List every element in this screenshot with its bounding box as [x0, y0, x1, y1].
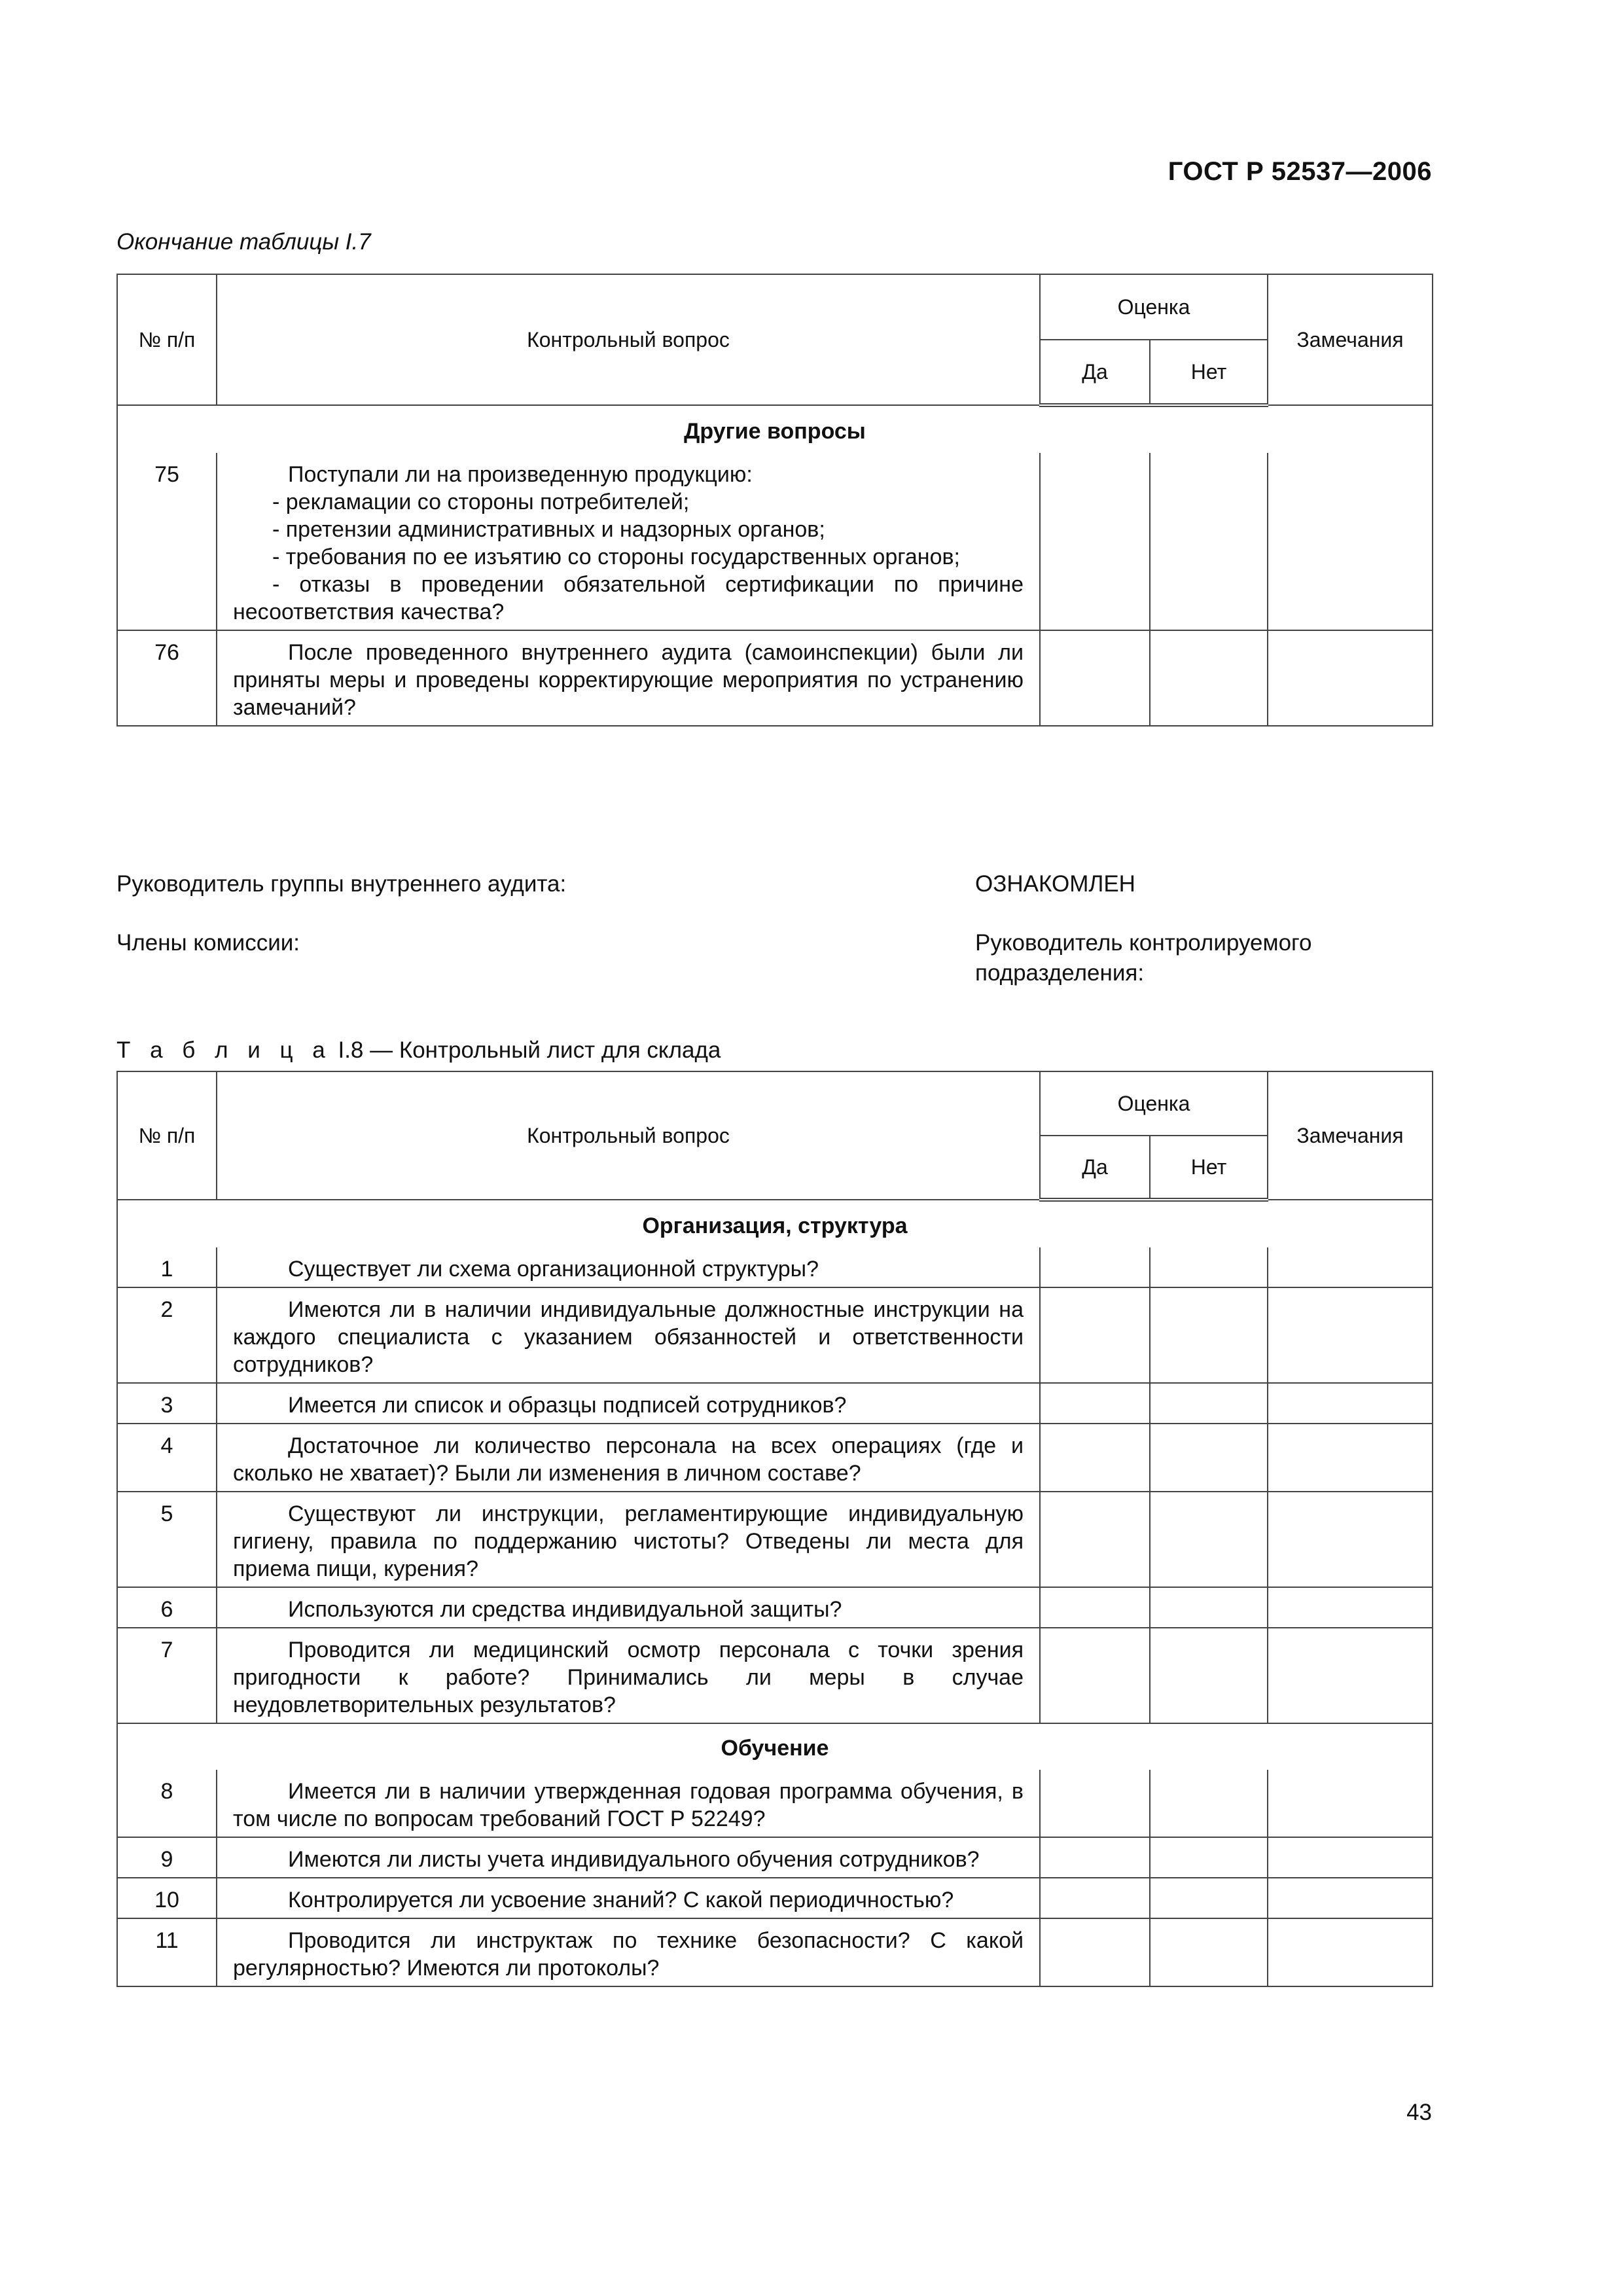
question-line: Существует ли схема организационной структуры? [288, 1257, 819, 1282]
remarks-cell[interactable] [1268, 1424, 1433, 1492]
col-header-no: Нет [1150, 340, 1268, 405]
no-cell[interactable] [1150, 1837, 1268, 1878]
question-text [217, 1587, 1040, 1628]
section-title: Обучение [117, 1723, 1433, 1770]
row-number: 5 [117, 1492, 217, 1587]
question-line: Достаточное ли количество персонала на всех операциях (где и сколько не хватает)? Были ли изменения в личном составе? [233, 1433, 1024, 1486]
no-cell[interactable] [1150, 1918, 1268, 1986]
question-line: Проводится ли медицинский осмотр персонала с точки зрения пригодности к работе? Принимались ли меры в случае неудовлетворительных результатов? [233, 1638, 1024, 1717]
question-line: После проведенного внутреннего аудита (самоинспекции) были ли приняты меры и проведены корректирующие мероприятия по устранению замечаний? [233, 640, 1024, 720]
yes-cell[interactable] [1040, 1287, 1150, 1383]
question-line: Существуют ли инструкции, регламентирующие индивидуальную гигиену, правила по поддержанию чистоты? Отведены ли места для приема пищи, курения? [233, 1501, 1024, 1581]
table-row [117, 1770, 1433, 1837]
col-header-yes: Да [1040, 1136, 1150, 1200]
row-number: 4 [117, 1424, 217, 1492]
table-row [117, 1424, 1433, 1492]
col-header-rating: Оценка [1040, 274, 1268, 340]
table-body [117, 1200, 1433, 1986]
section-row [117, 405, 1433, 453]
question-line: Имеются ли в наличии индивидуальные должностные инструкции на каждого специалиста с указанием обязанностей и ответственности сотрудников? [233, 1297, 1024, 1377]
remarks-cell[interactable] [1268, 1837, 1433, 1878]
question-line: Используются ли средства индивидуальной защиты? [288, 1597, 842, 1622]
yes-cell[interactable] [1040, 1628, 1150, 1723]
audit-lead-label: Руководитель группы внутреннего аудита: [116, 871, 567, 897]
question-text [217, 453, 1040, 630]
checklist-table-i8 [116, 1071, 1433, 1987]
remarks-cell[interactable] [1268, 1628, 1433, 1723]
question-text [217, 1383, 1040, 1424]
no-cell[interactable] [1150, 1770, 1268, 1837]
question-text [217, 1628, 1040, 1723]
row-number: 10 [117, 1878, 217, 1918]
acknowledged-label: ОЗНАКОМЛЕН [975, 871, 1135, 897]
no-cell[interactable] [1150, 1878, 1268, 1918]
yes-cell[interactable] [1040, 1837, 1150, 1878]
section-row [117, 1200, 1433, 1247]
question-text [217, 1247, 1040, 1287]
table-body [117, 405, 1433, 726]
table-caption-continued: Окончание таблицы I.7 [116, 229, 371, 255]
question-line: - требования по ее изъятию со стороны государственных органов; [272, 545, 960, 569]
table-row [117, 453, 1433, 630]
yes-cell[interactable] [1040, 1770, 1150, 1837]
yes-cell[interactable] [1040, 630, 1150, 726]
remarks-cell[interactable] [1268, 1383, 1433, 1424]
yes-cell[interactable] [1040, 1918, 1150, 1986]
remarks-cell[interactable] [1268, 1247, 1433, 1287]
no-cell[interactable] [1150, 1383, 1268, 1424]
question-line: - претензии административных и надзорных органов; [272, 517, 825, 542]
row-number: 76 [117, 630, 217, 726]
yes-cell[interactable] [1040, 1587, 1150, 1628]
commission-members-label: Члены комиссии: [116, 930, 300, 956]
no-cell[interactable] [1150, 1247, 1268, 1287]
table-row [117, 1492, 1433, 1587]
yes-cell[interactable] [1040, 453, 1150, 630]
question-line: Контролируется ли усвоение знаний? С какой периодичностью? [288, 1888, 954, 1912]
question-line: - отказы в проведении обязательной сертификации по причине несоответствия качества? [233, 572, 1024, 624]
no-cell[interactable] [1150, 1287, 1268, 1383]
section-row [117, 1723, 1433, 1770]
checklist-table-i7 [116, 274, 1433, 726]
no-cell[interactable] [1150, 630, 1268, 726]
standard-designation: ГОСТ Р 52537—2006 [1168, 157, 1432, 186]
remarks-cell[interactable] [1268, 1287, 1433, 1383]
yes-cell[interactable] [1040, 1424, 1150, 1492]
no-cell[interactable] [1150, 453, 1268, 630]
col-header-question: Контрольный вопрос [217, 1071, 1040, 1200]
yes-cell[interactable] [1040, 1492, 1150, 1587]
row-number: 9 [117, 1837, 217, 1878]
yes-cell[interactable] [1040, 1383, 1150, 1424]
table-caption-prefix: Т а б л и ц а [116, 1037, 332, 1063]
col-header-remarks: Замечания [1268, 274, 1433, 405]
col-header-remarks: Замечания [1268, 1071, 1433, 1200]
remarks-cell[interactable] [1268, 453, 1433, 630]
question-text [217, 1918, 1040, 1986]
question-line: Имеется ли в наличии утвержденная годовая программа обучения, в том числе по вопросам требований ГОСТ Р 52249? [233, 1779, 1024, 1831]
row-number: 2 [117, 1287, 217, 1383]
table-row [117, 1878, 1433, 1918]
table-row [117, 1287, 1433, 1383]
col-header-number: № п/п [117, 274, 217, 405]
question-line: Проводится ли инструктаж по технике безопасности? С какой регулярностью? Имеются ли протоколы? [233, 1928, 1024, 1981]
no-cell[interactable] [1150, 1628, 1268, 1723]
col-header-no: Нет [1150, 1136, 1268, 1200]
row-number: 11 [117, 1918, 217, 1986]
row-number: 7 [117, 1628, 217, 1723]
table-row [117, 1587, 1433, 1628]
no-cell[interactable] [1150, 1587, 1268, 1628]
question-line: Имеются ли листы учета индивидуального обучения сотрудников? [288, 1847, 980, 1872]
table-row [117, 1628, 1433, 1723]
question-line: Имеется ли список и образцы подписей сотрудников? [288, 1393, 847, 1418]
table-caption [116, 1037, 721, 1064]
col-header-yes: Да [1040, 340, 1150, 405]
remarks-cell[interactable] [1268, 1918, 1433, 1986]
question-text [217, 1424, 1040, 1492]
table-row [117, 630, 1433, 726]
remarks-cell[interactable] [1268, 1587, 1433, 1628]
question-text [217, 1492, 1040, 1587]
yes-cell[interactable] [1040, 1247, 1150, 1287]
col-header-rating: Оценка [1040, 1071, 1268, 1136]
table-row [117, 1918, 1433, 1986]
col-header-number: № п/п [117, 1071, 217, 1200]
no-cell[interactable] [1150, 1492, 1268, 1587]
section-title: Организация, структура [117, 1200, 1433, 1247]
remarks-cell[interactable] [1268, 1770, 1433, 1837]
row-number: 75 [117, 453, 217, 630]
question-line: - рекламации со стороны потребителей; [272, 490, 690, 514]
row-number: 6 [117, 1587, 217, 1628]
remarks-cell[interactable] [1268, 1878, 1433, 1918]
remarks-cell[interactable] [1268, 630, 1433, 726]
table-caption-text: I.8 — Контрольный лист для склада [338, 1037, 721, 1063]
question-text [217, 1878, 1040, 1918]
row-number: 8 [117, 1770, 217, 1837]
yes-cell[interactable] [1040, 1878, 1150, 1918]
question-text [217, 1287, 1040, 1383]
unit-head-label: Руководитель контролируемого подразделения: [975, 930, 1312, 986]
row-number: 3 [117, 1383, 217, 1424]
question-text [217, 1837, 1040, 1878]
section-title: Другие вопросы [117, 405, 1433, 453]
no-cell[interactable] [1150, 1424, 1268, 1492]
table-row [117, 1247, 1433, 1287]
row-number: 1 [117, 1247, 217, 1287]
col-header-question: Контрольный вопрос [217, 274, 1040, 405]
page-number: 43 [1406, 2100, 1432, 2125]
table-row [117, 1383, 1433, 1424]
table-row [117, 1837, 1433, 1878]
question-text [217, 1770, 1040, 1837]
question-line: Поступали ли на произведенную продукцию: [288, 462, 753, 487]
question-text [217, 630, 1040, 726]
remarks-cell[interactable] [1268, 1492, 1433, 1587]
